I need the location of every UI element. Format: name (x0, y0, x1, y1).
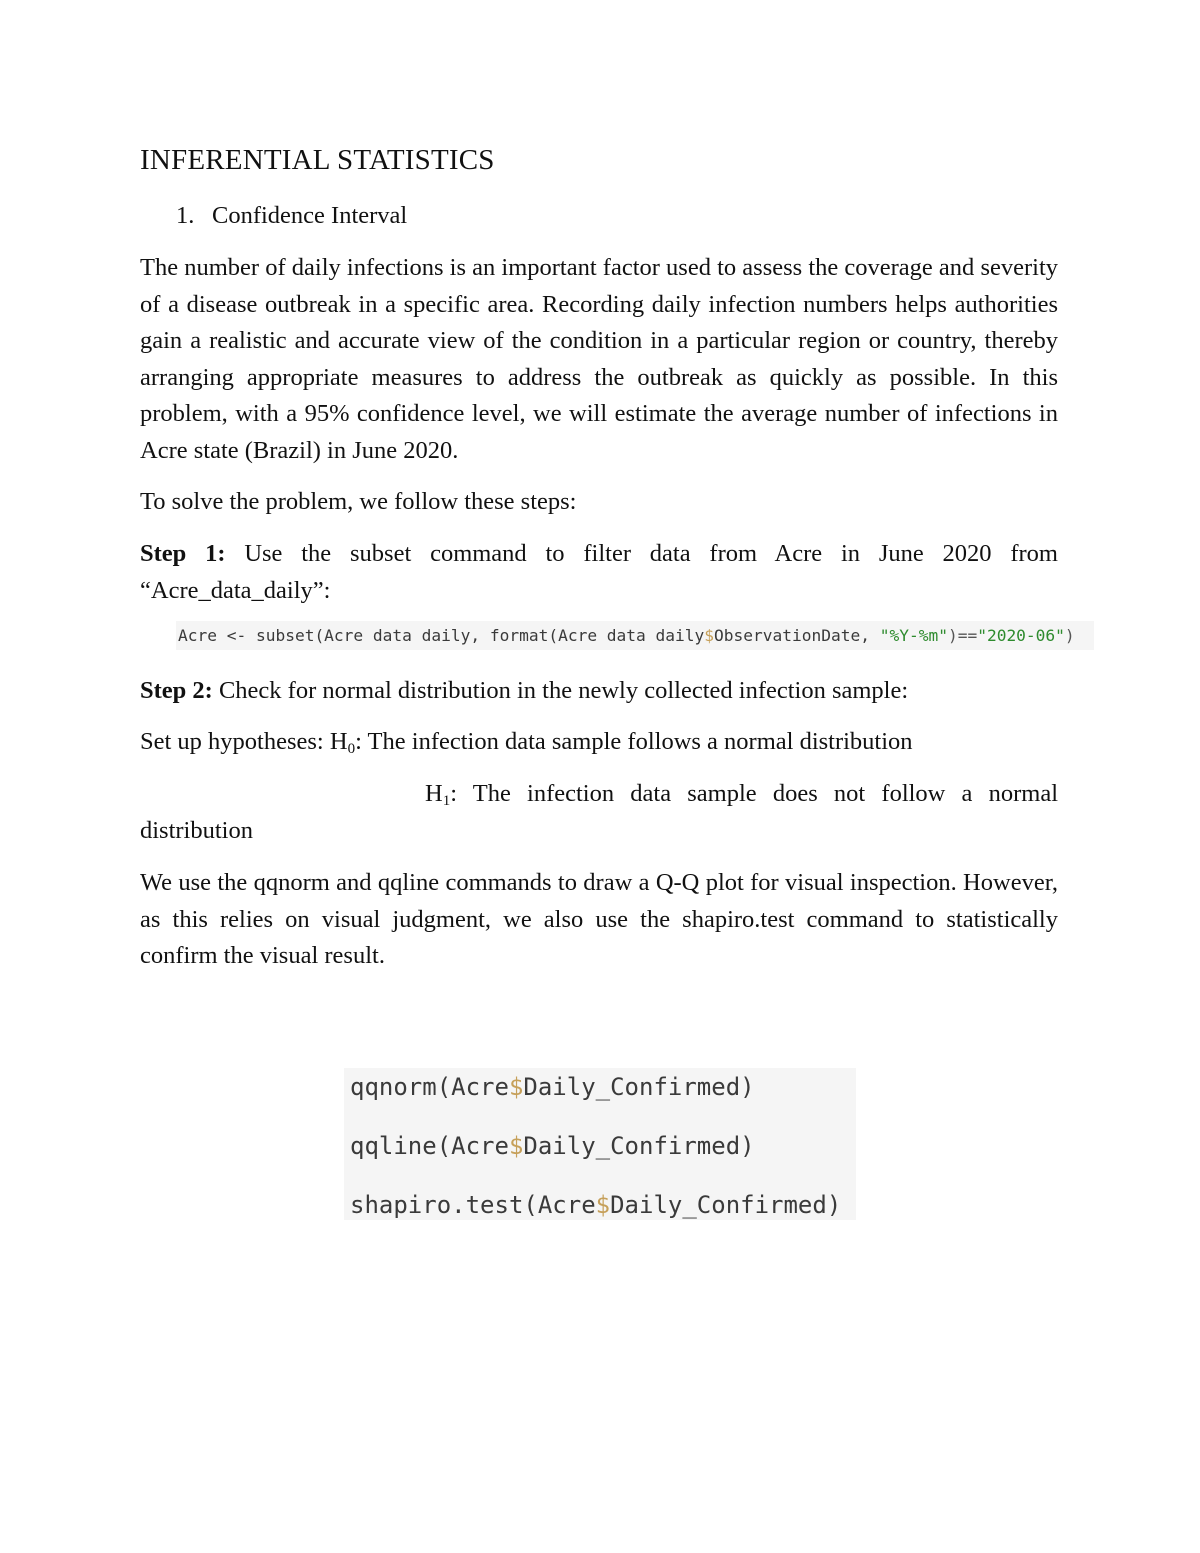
code-string: "2020-06" (977, 626, 1065, 645)
code-text: Daily_Confirmed) (523, 1073, 755, 1101)
code-text: shapiro.test(Acre (350, 1191, 596, 1219)
h1-prefix: H (425, 780, 443, 807)
code-dollar: $ (508, 1132, 524, 1160)
code-text: qqnorm(Acre (350, 1073, 509, 1101)
code-dollar: $ (595, 1191, 611, 1219)
hypothesis-h0 (140, 724, 1058, 761)
qq-code-block (344, 1068, 856, 1220)
section-heading (176, 198, 407, 234)
h1-continuation: distribution (140, 816, 253, 844)
h0-subscript: 0 (347, 741, 356, 757)
step2-paragraph (140, 673, 1058, 710)
page-title: INFERENTIAL STATISTICS (140, 144, 495, 176)
code-text: qqline(Acre (350, 1132, 509, 1160)
h1-text: : The infection data sample does not follow a normal (450, 780, 1058, 807)
step1-label: Step 1: (140, 540, 226, 567)
subset-code-block (176, 621, 1094, 650)
steps-intro-paragraph: To solve the problem, we follow these steps: (140, 488, 577, 515)
section-number: 1. (176, 202, 195, 229)
h0-text: : The infection data sample follows a normal distribution (355, 728, 913, 755)
code-text: Acre <- subset(Acre data daily, format(Acre data daily (178, 626, 705, 645)
intro-paragraph: The number of daily infections is an important factor used to assess the coverage and severity of a disease outbreak in a specific area. Recording daily infection numbers helps authorities gain a realistic and accurate view of the condition in a particular region or country, thereby arranging appropriate measures to address the outbreak as quickly as possible. In this problem, with a 95% confidence level, we will estimate the average number of infections in Acre state (Brazil) in June 2020. (140, 254, 1058, 464)
code-line-qqnorm (350, 1069, 755, 1105)
section-label: Confidence Interval (212, 202, 408, 229)
step2-text: Check for normal distribution in the newly collected infection sample: (212, 677, 909, 704)
code-dollar: $ (508, 1073, 524, 1101)
hypothesis-intro: Set up hypotheses: H (140, 728, 348, 755)
step1-text: Use the subset command to filter data from Acre in June 2020 from “Acre_data_daily”: (140, 540, 1058, 604)
h1-line (140, 776, 1058, 813)
h1-subscript: 1 (442, 793, 451, 809)
code-text: Daily_Confirmed) (610, 1191, 842, 1219)
code-operator: )== (947, 626, 978, 645)
qq-plot-paragraph: We use the qqnorm and qqline commands to draw a Q-Q plot for visual inspection. However, as this relies on visual judgment, we also use the shapiro.test command to statistically confirm the visual result. (140, 869, 1058, 969)
step2-label: Step 2: (140, 677, 213, 704)
code-string: "%Y-%m" (879, 626, 948, 645)
hypothesis-h1 (140, 776, 1058, 849)
code-line-qqline (350, 1128, 755, 1164)
code-line-shapiro (350, 1187, 841, 1223)
code-dollar: $ (704, 626, 715, 645)
step1-paragraph (140, 536, 1058, 609)
code-text: Daily_Confirmed) (523, 1132, 755, 1160)
code-operator: ) (1064, 626, 1075, 645)
code-text: ObservationDate, (714, 626, 880, 645)
